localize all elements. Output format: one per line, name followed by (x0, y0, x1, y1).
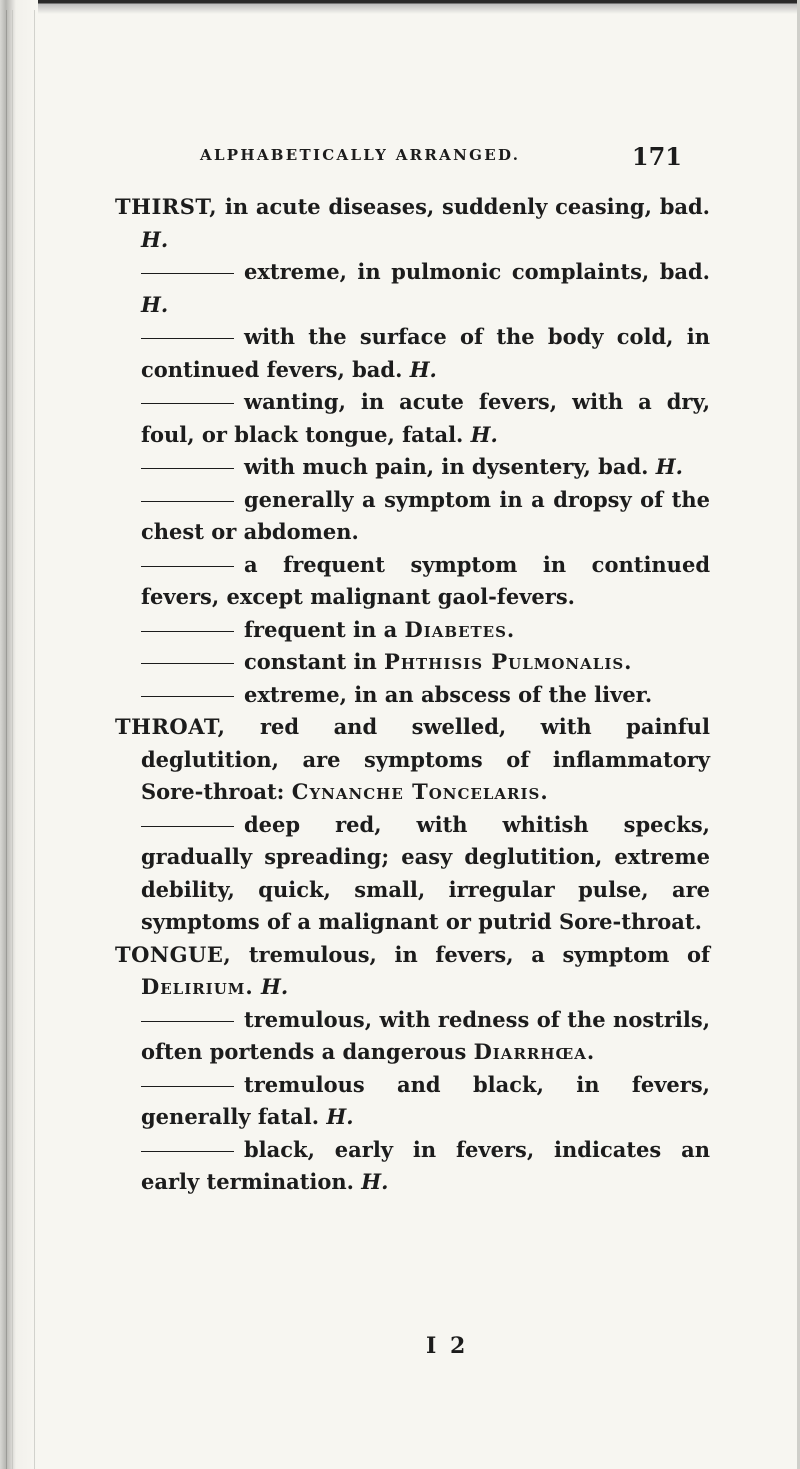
sub-entry (115, 614, 710, 647)
authority-mark: H. (470, 421, 498, 447)
authority-mark: H. (361, 1169, 389, 1194)
running-head: ALPHABETICALLY ARRANGED. (200, 146, 521, 164)
ditto-dash (141, 663, 234, 664)
ditto-dash (141, 468, 234, 469)
sub-entry (115, 484, 710, 549)
ditto-dash (141, 1021, 234, 1022)
sub-entry-text: wanting, in acute fevers, with a dry, foul, or black tongue, fatal. (141, 389, 710, 447)
headword: THROAT, (115, 714, 226, 739)
sub-entry (115, 386, 710, 451)
ditto-dash (141, 273, 234, 274)
entry-text: red and swelled, with painful deglutition, are symptoms of inflammatory Sore-throat: (141, 714, 710, 804)
sub-entry-text: deep red, with whitish specks, gradually spreading; easy deglutition, extreme debility, quick, small, irregular pulse, are symptoms of a malignant or putrid Sore-throat. (141, 811, 710, 934)
authority-mark: H. (409, 356, 437, 382)
sub-entry-text: constant in (244, 649, 377, 674)
signature-mark: I 2 (426, 1333, 469, 1359)
sub-entry-text: tremulous, with redness of the nostrils, often portends a dangerous (141, 1006, 710, 1064)
page-number: 171 (631, 142, 682, 171)
entry-text: in acute diseases, suddenly ceasing, bad. (224, 194, 710, 219)
sub-entry-text: with the surface of the body cold, in continued fevers, bad. (141, 324, 710, 382)
sub-entry (115, 646, 710, 679)
entry-tongue (115, 939, 710, 1004)
sub-entry (115, 321, 710, 386)
sub-entry (115, 679, 710, 712)
disease-term: Phthisis Pulmonalis. (384, 649, 633, 674)
sub-entry (115, 451, 710, 484)
sub-entry-text: extreme, in pulmonic complaints, bad. (244, 259, 710, 284)
ditto-dash (141, 403, 234, 404)
sub-entry (115, 1134, 710, 1199)
ditto-dash (141, 631, 234, 632)
entry-thirst (115, 191, 710, 256)
authority-mark: H. (326, 1104, 354, 1129)
page-top-edge (0, 0, 800, 14)
ditto-dash (141, 826, 234, 827)
gutter-line (34, 10, 35, 1469)
entry-throat (115, 711, 710, 809)
gutter-line (12, 10, 13, 1469)
sub-entry (115, 256, 710, 321)
authority-mark: H. (141, 226, 169, 252)
sub-entry-text: with much pain, in dysentery, bad. (244, 454, 649, 479)
entry-text: tremulous, in fevers, a symptom of (248, 941, 710, 967)
disease-term: Diarrhœa. (473, 1039, 596, 1064)
disease-term: Delirium. (141, 974, 254, 999)
sub-entry-text: frequent in a (244, 616, 398, 642)
gutter-line (6, 10, 7, 1469)
page-body (115, 191, 710, 1199)
sub-entry (115, 1004, 710, 1069)
headword: TONGUE, (115, 941, 232, 967)
authority-mark: H. (655, 454, 683, 479)
headword: THIRST, (115, 194, 218, 219)
authority-mark: H. (141, 291, 169, 317)
disease-term: Diabetes. (404, 616, 516, 642)
sub-entry-text: tremulous and black, in fevers, generally fatal. (141, 1071, 710, 1129)
ditto-dash (141, 1151, 234, 1152)
ditto-dash (141, 501, 234, 502)
page-header (200, 142, 700, 176)
sub-entry (115, 549, 710, 614)
sub-entry (115, 809, 710, 939)
authority-mark: H. (261, 974, 289, 999)
ditto-dash (141, 696, 234, 697)
ditto-dash (141, 338, 234, 339)
sub-entry-text: generally a symptom in a dropsy of the chest or abdomen. (141, 486, 710, 544)
disease-term: Cynanche Toncelaris. (291, 779, 549, 804)
sub-entry-text: extreme, in an abscess of the liver. (244, 681, 653, 707)
sub-entry-text: a frequent symptom in continued fevers, except malignant gaol-fevers. (141, 551, 710, 609)
ditto-dash (141, 566, 234, 567)
sub-entry-text: black, early in fevers, indicates an early termination. (141, 1136, 710, 1194)
sub-entry (115, 1069, 710, 1134)
book-gutter (0, 0, 38, 1469)
ditto-dash (141, 1086, 234, 1087)
